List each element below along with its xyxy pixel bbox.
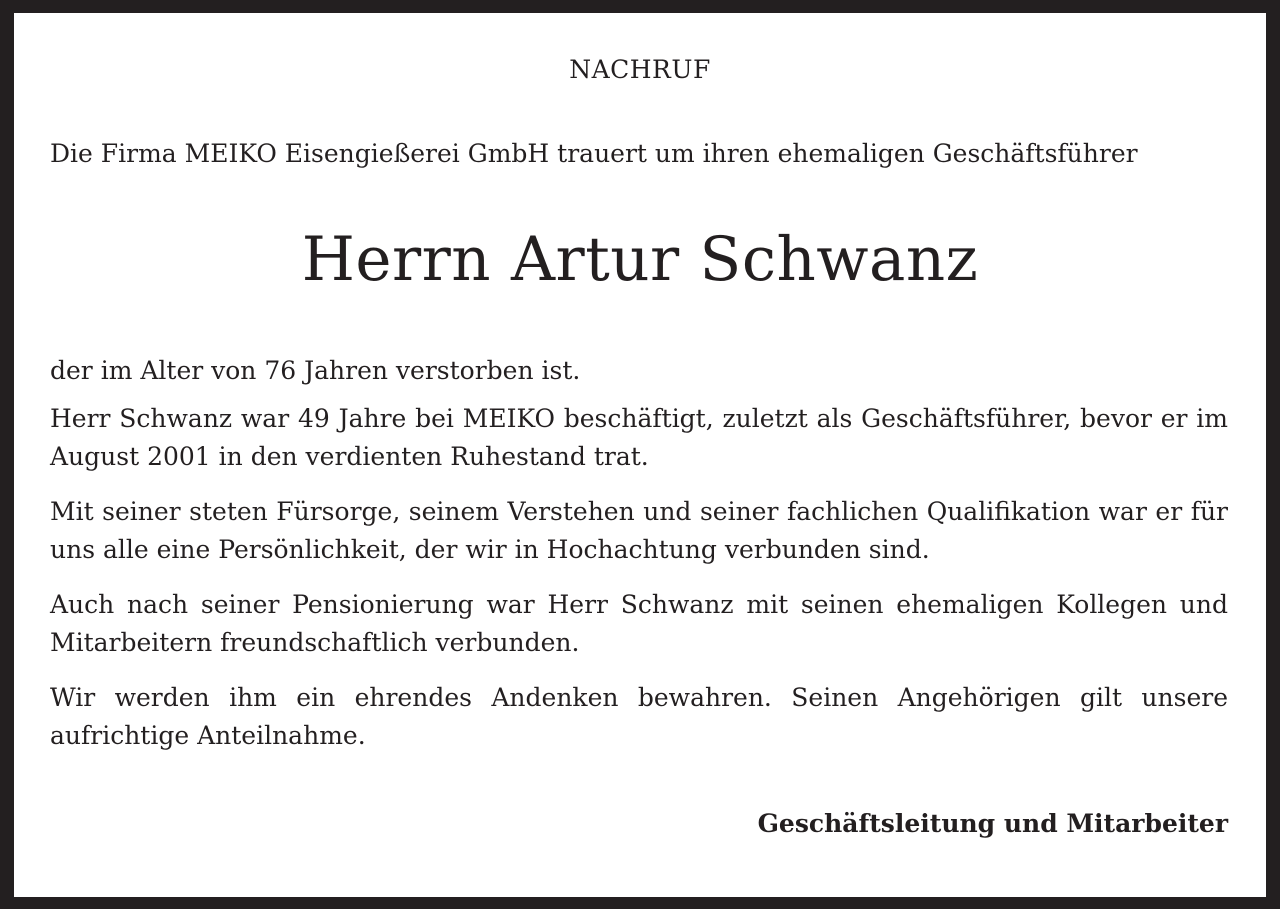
deceased-name: Herrn Artur Schwanz: [301, 224, 979, 295]
paragraph-career: Herr Schwanz war 49 Jahre bei MEIKO beschäftigt, zuletzt als Geschäftsführer, bevor er im August 2001 in den verdienten Ruhestand trat.: [50, 404, 1228, 471]
paragraph-condolence: Wir werden ihm ein ehrendes Andenken bewahren. Seinen Angehörigen gilt unsere aufrichtige Anteilnahme.: [50, 683, 1228, 750]
paragraph-age: der im Alter von 76 Jahren verstorben ist.: [50, 356, 581, 385]
signature: Geschäftsleitung und Mitarbeiter: [757, 809, 1228, 838]
paragraph-character: Mit seiner steten Fürsorge, seinem Verstehen und seiner fachlichen Qualifikation war er für uns alle eine Persönlichkeit, der wir in Hochachtung verbunden sind.: [50, 497, 1228, 564]
paragraph-retirement: Auch nach seiner Pensionierung war Herr Schwanz mit seinen ehemaligen Kollegen und Mitarbeitern freundschaftlich verbunden.: [50, 590, 1228, 657]
notice-body: [50, 352, 1228, 772]
notice-heading: NACHRUF: [569, 55, 711, 84]
intro-line: Die Firma MEIKO Eisengießerei GmbH trauert um ihren ehemaligen Geschäftsführer: [50, 139, 1138, 168]
obituary-notice: [14, 13, 1266, 897]
